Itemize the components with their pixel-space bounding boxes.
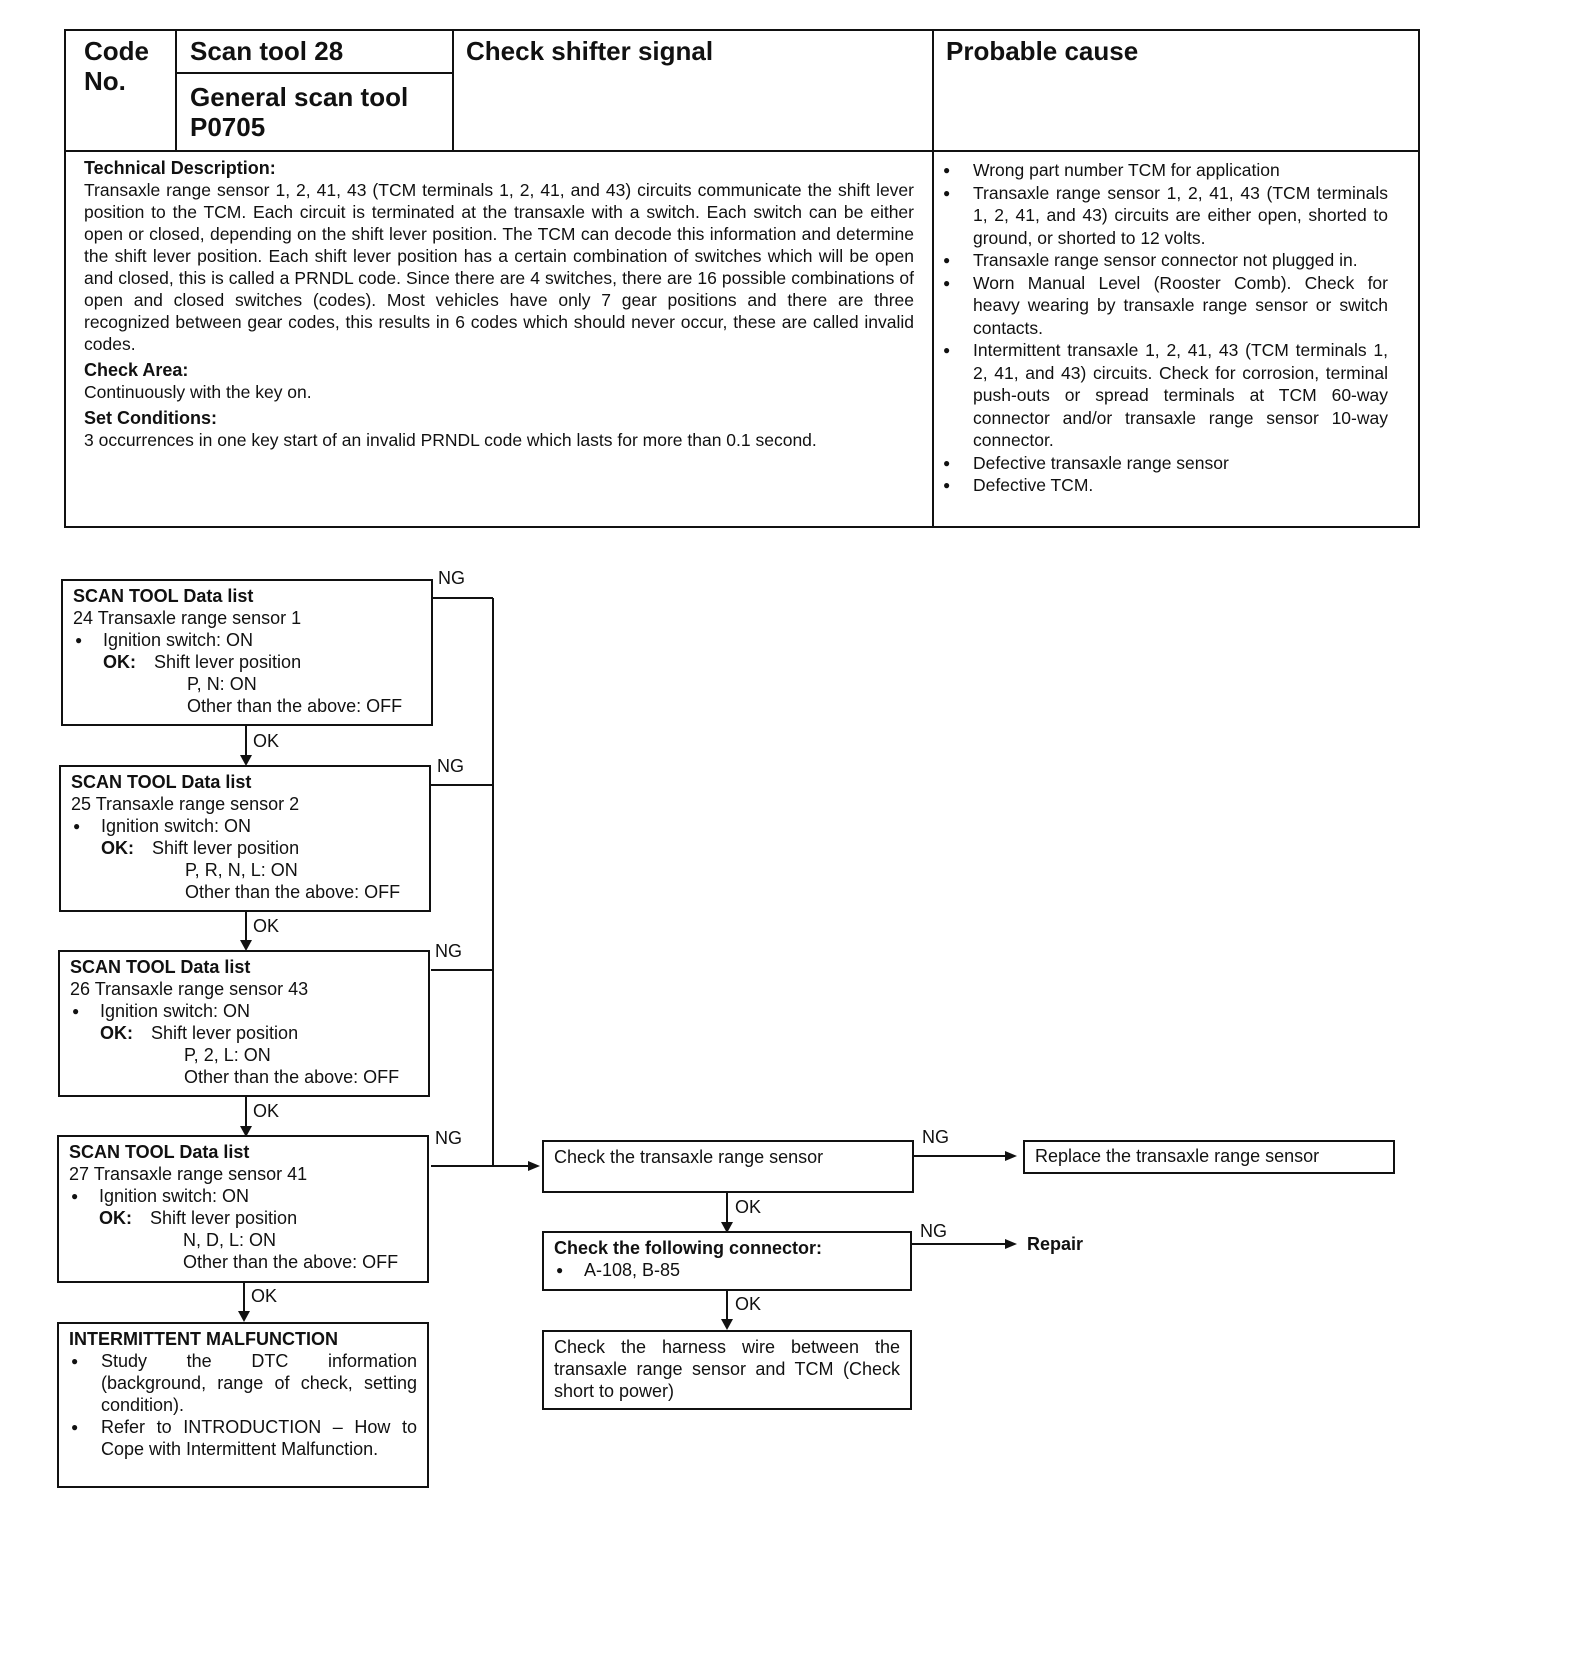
list-item: ● Transaxle range sensor 1, 2, 41, 43 (TCM terminals 1, 2, 41, and 43) circuits are either open, shorted to ground, or shorted to 12 volts. xyxy=(943,182,1388,250)
check-connector-box xyxy=(542,1231,912,1291)
ok-text: Shift lever position xyxy=(152,838,300,858)
ok-label: OK xyxy=(253,916,280,936)
step-condition: ● Ignition switch: ON xyxy=(73,629,421,651)
on-value: P, N: ON xyxy=(187,674,257,694)
check-harness-box xyxy=(542,1330,912,1410)
code-no-label: Code No. xyxy=(84,36,149,96)
set-conditions-body: 3 occurrences in one key start of an invalid PRNDL code which lasts for more than 0.1 second. xyxy=(84,430,817,450)
ok-label: OK xyxy=(735,1197,762,1217)
step-condition: ● Ignition switch: ON xyxy=(71,815,419,837)
step-title: SCAN TOOL Data list xyxy=(70,957,251,977)
step-item: 25 Transaxle range sensor 2 xyxy=(71,794,300,814)
harness-text: Check the harness wire between the transaxle range sensor and TCM (Check short to power) xyxy=(554,1337,900,1401)
list-item: ● Intermittent transaxle 1, 2, 41, 43 (TCM terminals 1, 2, 41, and 43) circuits. Check for corrosion, terminal push-outs or spread terminals at TCM 60-way connector and/or transaxle range sensor 10-way connector. xyxy=(943,339,1388,452)
intermittent-bullet: ● Study the DTC information (background, range of check, setting condition). xyxy=(69,1350,417,1416)
ok-label: OK: xyxy=(99,1208,132,1228)
ok-text: Shift lever position xyxy=(150,1208,298,1228)
ng-label: NG xyxy=(435,1128,462,1148)
step-condition: ● Ignition switch: ON xyxy=(69,1185,417,1207)
step-box-sensor-2 xyxy=(59,765,431,912)
ng-label: NG xyxy=(438,568,465,588)
step-ok-line xyxy=(73,651,421,673)
ng-label: NG xyxy=(920,1221,947,1241)
off-value: Other than the above: OFF xyxy=(184,1067,400,1087)
step-ok-line xyxy=(70,1022,418,1044)
ok-label: OK xyxy=(253,1101,280,1121)
ok-label: OK xyxy=(735,1294,762,1314)
technical-body: Transaxle range sensor 1, 2, 41, 43 (TCM terminals 1, 2, 41, and 43) circuits communicate the shift lever position to the TCM. Each circuit is terminated at the transaxle with a switch. Each switch can be either open or closed, depending on the shift lever position. The TCM can decode this information and determine the shift lever position. Each shift lever position has a certain combination of switches which will be open and closed, this is called a PRNDL code. Since there are 4 switches, there are 16 possible combinations of open and closed switches (codes). Most vehicles have only 7 gear positions and there are three recognized between gear codes, this results in 6 codes which should never occur, these are called invalid codes. xyxy=(84,180,914,354)
ok-label: OK xyxy=(251,1286,278,1306)
step-condition: ● Ignition switch: ON xyxy=(70,1000,418,1022)
replace-sensor-text: Replace the transaxle range sensor xyxy=(1035,1146,1320,1166)
on-value: P, R, N, L: ON xyxy=(185,860,298,880)
ok-text: Shift lever position xyxy=(151,1023,299,1043)
step-ok-line xyxy=(71,837,419,859)
set-conditions-heading: Set Conditions: xyxy=(84,408,217,428)
ok-label: OK: xyxy=(103,652,136,672)
on-value: P, 2, L: ON xyxy=(184,1045,271,1065)
ng-label: NG xyxy=(437,756,464,776)
connector-title: Check the following connector: xyxy=(554,1238,823,1258)
step-title: SCAN TOOL Data list xyxy=(71,772,252,792)
ok-text: Shift lever position xyxy=(154,652,302,672)
ok-label: OK xyxy=(253,731,280,751)
scan-tool-label: Scan tool 28 xyxy=(190,36,344,66)
intermittent-title: INTERMITTENT MALFUNCTION xyxy=(69,1329,338,1349)
step-title: SCAN TOOL Data list xyxy=(73,586,254,606)
on-value: N, D, L: ON xyxy=(183,1230,277,1250)
step-item: 26 Transaxle range sensor 43 xyxy=(70,979,309,999)
list-item: ● Wrong part number TCM for application xyxy=(943,159,1388,182)
step-box-sensor-43 xyxy=(58,950,430,1097)
off-value: Other than the above: OFF xyxy=(187,696,403,716)
intermittent-malfunction-box xyxy=(57,1322,429,1488)
repair-label: Repair xyxy=(1027,1234,1084,1254)
step-title: SCAN TOOL Data list xyxy=(69,1142,250,1162)
page-title: Check shifter signal xyxy=(466,36,714,66)
step-box-sensor-41 xyxy=(57,1135,429,1283)
ng-label: NG xyxy=(435,941,462,961)
ok-label: OK: xyxy=(101,838,134,858)
probable-cause-label: Probable cause xyxy=(946,36,1139,66)
general-scan-tool-label: General scan tool P0705 xyxy=(190,82,409,142)
technical-heading: Technical Description: xyxy=(84,158,276,178)
off-value: Other than the above: OFF xyxy=(183,1252,399,1272)
check-area-heading: Check Area: xyxy=(84,360,189,380)
replace-sensor-box xyxy=(1023,1140,1395,1174)
step-item: 27 Transaxle range sensor 41 xyxy=(69,1164,308,1184)
intermittent-bullet: ● Refer to INTRODUCTION – How to Cope with Intermittent Malfunction. xyxy=(69,1416,417,1460)
ok-label: OK: xyxy=(100,1023,133,1043)
check-sensor-box xyxy=(542,1140,914,1193)
off-value: Other than the above: OFF xyxy=(185,882,401,902)
list-item: ● Worn Manual Level (Rooster Comb). Check for heavy wearing by transaxle range sensor or switch contacts. xyxy=(943,272,1388,340)
check-sensor-text: Check the transaxle range sensor xyxy=(554,1147,824,1167)
list-item: ● Transaxle range sensor connector not plugged in. xyxy=(943,249,1388,272)
step-item: 24 Transaxle range sensor 1 xyxy=(73,608,302,628)
check-area-body: Continuously with the key on. xyxy=(84,382,312,402)
list-item: ● Defective transaxle range sensor xyxy=(943,452,1388,475)
step-ok-line xyxy=(69,1207,417,1229)
connector-item: ● A-108, B-85 xyxy=(554,1259,900,1281)
ng-label: NG xyxy=(922,1127,949,1147)
step-box-sensor-1 xyxy=(61,579,433,726)
list-item: ● Defective TCM. xyxy=(943,474,1388,497)
